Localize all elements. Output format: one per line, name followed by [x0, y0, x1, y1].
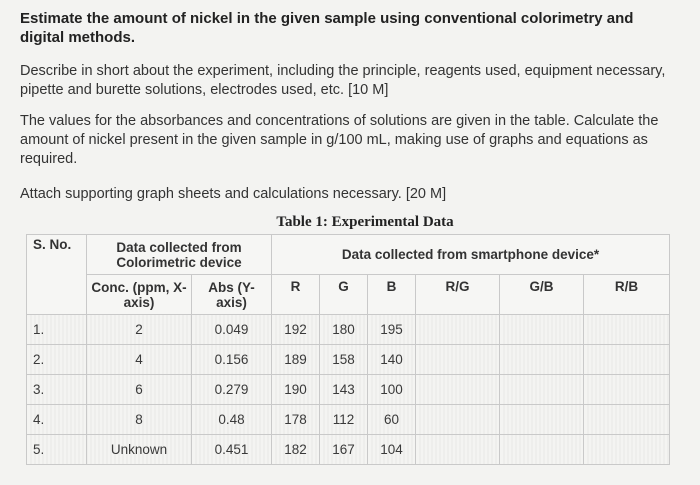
- cell-r: 182: [272, 435, 320, 465]
- header-g: G: [320, 275, 368, 315]
- cell-g: 112: [320, 405, 368, 435]
- cell-abs: 0.48: [192, 405, 272, 435]
- cell-conc: Unknown: [87, 435, 192, 465]
- question-attach: Attach supporting graph sheets and calculations necessary. [20 M]: [20, 186, 447, 202]
- cell-b: 104: [368, 435, 416, 465]
- question-title: Estimate the amount of nickel in the given sample using conventional colorimetry and digital methods.: [20, 10, 634, 46]
- cell-gb: [500, 375, 584, 405]
- cell-rg: [416, 435, 500, 465]
- cell-g: 158: [320, 345, 368, 375]
- cell-rb: [584, 435, 670, 465]
- cell-b: 140: [368, 345, 416, 375]
- cell-r: 178: [272, 405, 320, 435]
- cell-abs: 0.156: [192, 345, 272, 375]
- header-gb: G/B: [500, 275, 584, 315]
- cell-rg: [416, 405, 500, 435]
- cell-gb: [500, 345, 584, 375]
- cell-rb: [584, 375, 670, 405]
- table-row: [27, 315, 670, 345]
- header-sno: S. No.: [27, 235, 87, 315]
- cell-rg: [416, 345, 500, 375]
- cell-gb: [500, 435, 584, 465]
- cell-g: 143: [320, 375, 368, 405]
- header-smartphone: Data collected from smartphone device*: [272, 235, 670, 275]
- cell-abs: 0.049: [192, 315, 272, 345]
- cell-g: 167: [320, 435, 368, 465]
- cell-rb: [584, 345, 670, 375]
- header-b: B: [368, 275, 416, 315]
- cell-b: 60: [368, 405, 416, 435]
- cell-r: 192: [272, 315, 320, 345]
- cell-conc: 8: [87, 405, 192, 435]
- cell-gb: [500, 405, 584, 435]
- cell-sno: 1.: [27, 315, 87, 345]
- experimental-data-table: [26, 234, 670, 465]
- cell-abs: 0.279: [192, 375, 272, 405]
- header-rg: R/G: [416, 275, 500, 315]
- cell-g: 180: [320, 315, 368, 345]
- cell-rb: [584, 405, 670, 435]
- table-row: [27, 375, 670, 405]
- question-values-text: The values for the absorbances and concentrations of solutions are given in the table. Calculate the amount of nickel present in the given sample in g/100 mL, making use of graphs and equations as required.: [20, 113, 659, 167]
- cell-sno: 5.: [27, 435, 87, 465]
- cell-b: 100: [368, 375, 416, 405]
- cell-rg: [416, 375, 500, 405]
- table-caption: Table 1: Experimental Data: [276, 214, 454, 230]
- table-row: [27, 405, 670, 435]
- header-r: R: [272, 275, 320, 315]
- cell-sno: 3.: [27, 375, 87, 405]
- header-rb: R/B: [584, 275, 670, 315]
- cell-b: 195: [368, 315, 416, 345]
- cell-sno: 4.: [27, 405, 87, 435]
- cell-conc: 4: [87, 345, 192, 375]
- cell-abs: 0.451: [192, 435, 272, 465]
- cell-r: 189: [272, 345, 320, 375]
- cell-conc: 6: [87, 375, 192, 405]
- table-row: [27, 345, 670, 375]
- cell-r: 190: [272, 375, 320, 405]
- cell-conc: 2: [87, 315, 192, 345]
- header-abs: Abs (Y- axis): [192, 275, 272, 315]
- cell-sno: 2.: [27, 345, 87, 375]
- table-row: [27, 435, 670, 465]
- header-colorimetric: Data collected from Colorimetric device: [87, 235, 272, 275]
- cell-rg: [416, 315, 500, 345]
- cell-rb: [584, 315, 670, 345]
- header-conc: Conc. (ppm, X-axis): [87, 275, 192, 315]
- question-describe: Describe in short about the experiment, including the principle, reagents used, equipment necessary, pipette and burette solutions, electrodes used, etc. [10 M]: [20, 63, 666, 98]
- cell-gb: [500, 315, 584, 345]
